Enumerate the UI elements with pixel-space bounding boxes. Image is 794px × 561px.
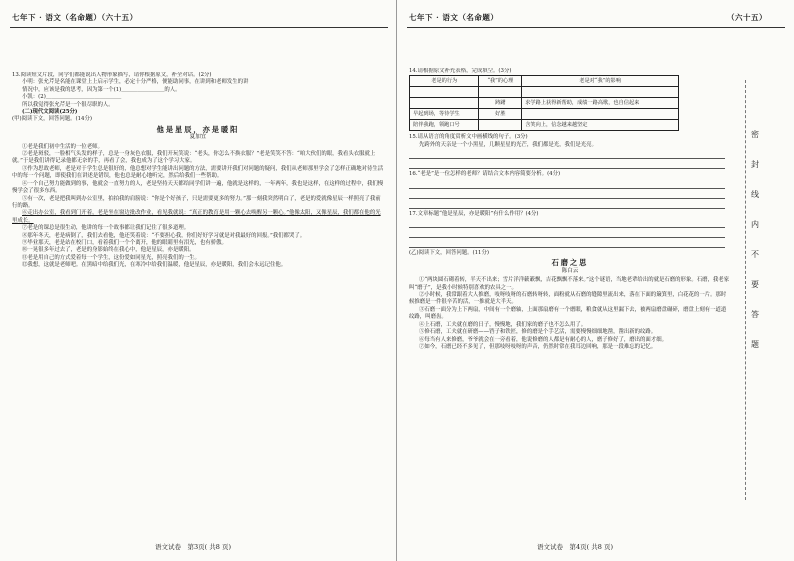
paragraph-2-4: ④上石磨，工夫就在磨的日子，慢慢地，我们家的磨子也不怎么用了。 xyxy=(419,321,587,328)
q13-prompt: 13.阅读短文片段，同学们都能说出人物形象描写，请你根据原文，补全对话。(2分) xyxy=(12,72,212,78)
paragraph-2: ②老是斑驳，一脸相气头发的样子，总是一身灰色衣服，我们开玩笑说：“老头，你怎么不换衣服？”老是笑笑不答：“咱大伙们的眼，我看头衣服就上就。”于是我们讲得记录他都无奈的手，再看了会，我也成为了这个学习大家。 xyxy=(12,151,376,165)
seal-text xyxy=(735,120,775,360)
q15-prompt: 15.请从语言的角度赏析文中画横线的句子。(3分) xyxy=(409,134,528,141)
answer-line[interactable] xyxy=(409,151,725,159)
paragraph-6: ⑥走出办公室，我看到门开着，老是坐在窗边批改作业，看见我就说：“真正的教育是用一颗心去唤醒另一颗心。”他像太阳，又像星辰，我们都在他的光里成长。 xyxy=(12,210,381,224)
paragraph-12: ⑫我想，这就是老师吧。在黑暗中给我们光，在寒冷中给我们温暖，他是星辰，亦是暖阳，我们会永远记住他。 xyxy=(22,262,287,269)
answer-line[interactable] xyxy=(409,161,725,169)
paragraph-1: ①老是我们初中生活的一位老师。 xyxy=(22,143,103,150)
answer-line[interactable] xyxy=(409,181,725,189)
left-page-footer: 语文试卷 第3页( 共8 页) xyxy=(155,543,231,551)
article-author: 夏加宜 xyxy=(189,134,207,141)
right-header-rule xyxy=(407,27,785,28)
answer-line[interactable] xyxy=(409,191,725,199)
answer-line[interactable] xyxy=(409,240,725,248)
q13-line-2: 情况中，应该是我的思考，因为第一个(1)＿＿＿＿＿＿＿＿的人。 xyxy=(22,86,181,93)
right-header-left: 七年下 · 语文（名命题） xyxy=(409,13,499,22)
answer-line[interactable] xyxy=(409,230,725,238)
article-2-title: 石磨之思 xyxy=(551,258,589,268)
table-header-cell: “我”的心理 xyxy=(479,76,522,87)
paragraph-2-7: ⑦如今，石磨已经不多见了，但那吱呀吱呀的声音，仍然时常在我耳边回响，那是一段难忘的记忆。 xyxy=(419,343,657,350)
table-cell[interactable] xyxy=(479,87,522,98)
table-cell: 陪伴我跑，领跑口号 xyxy=(410,120,479,131)
table-cell[interactable] xyxy=(522,87,679,98)
paragraph-3: ③作为思故老师，老是对于学生总是很好的，他总想对学生能讲出问题的方法，需要讲开我们对问题的疑问，我们从老师那里学会了怎样正确地对待生活中的每一个问题，即使我们在讲述是错误，他也总是耐心地听完，然后给我们一些帮助。 xyxy=(12,165,384,180)
seal-char: 题 xyxy=(751,340,759,349)
seal-char: 密 xyxy=(751,130,759,139)
seal-char: 不 xyxy=(751,250,759,259)
table-header-cell: 老是的行为 xyxy=(410,76,479,87)
table-row xyxy=(410,98,679,109)
q13-line-3: 小凯：(2)＿＿＿＿＿＿＿＿＿＿＿＿＿＿ xyxy=(22,94,122,101)
table-header-cell: 老是对“我”的影响 xyxy=(522,76,679,87)
table-cell[interactable] xyxy=(522,109,679,120)
table-cell: 好胜 xyxy=(479,109,522,120)
right-page xyxy=(397,0,794,561)
q16-prompt: 16.“老是”是一位怎样的老师？请结合文本内容简要分析。(4分) xyxy=(409,171,561,178)
paragraph-2-6: ⑥每当有人来修磨，爷爷就会在一旁看着，他说修磨的人都是有耐心的人，磨子修好了，磨出的面才细。 xyxy=(419,336,667,343)
answer-line[interactable] xyxy=(409,220,725,228)
answer-line[interactable] xyxy=(409,201,725,209)
paragraph-2-3: ③石磨一面分为上下两扇，中间有一个磨轴，上面那扇磨有一个磨眼，粮食就从这里漏下去，被两扇磨盘碾碎，磨盘上刻有一道道纹路，叫磨齿。 xyxy=(409,306,727,321)
seal-char: 内 xyxy=(751,220,759,229)
section-b-heading: (乙)阅读下文，回答问题。(11分) xyxy=(409,250,489,257)
table-cell: 踌躇 xyxy=(479,98,522,109)
q15-quote: 先跨外的天亲是一个小黑星，几颗星星的光芒，我们都是光，我们是光亮。 xyxy=(419,141,597,148)
paragraph-7: ⑦老是的课总是很生动，他讲的每一个故事都让我们记住了很多道理。 xyxy=(22,225,190,232)
article-2-author: 陈白云 xyxy=(561,267,579,274)
left-body xyxy=(12,72,384,512)
table-row xyxy=(410,120,679,131)
table-cell[interactable] xyxy=(479,120,522,131)
q17-prompt: 17.文章标题“他是星辰，亦是暖阳”有什么作用？(4分) xyxy=(409,210,539,217)
table-row xyxy=(410,87,679,98)
left-header-rule xyxy=(10,27,388,28)
table-cell[interactable] xyxy=(410,98,479,109)
article-title: 他是星辰，亦是暖阳 xyxy=(156,124,240,134)
right-header-right: （六十五） xyxy=(727,13,767,22)
paragraph-11: ⑪老是用自己的方式爱着每一个学生，这份爱如同星光，照亮我们的一生。 xyxy=(22,254,200,261)
table-cell: 含笑向上，信念越来越坚定 xyxy=(522,120,679,131)
section-modern-reading: (二)现代文阅读(25分) xyxy=(22,109,78,116)
seal-char: 要 xyxy=(751,280,759,289)
table-cell: 早起到场，等待学生 xyxy=(410,109,479,120)
paragraph-5: ⑤有一次，老是把我叫到办公室里，拍拍我的肩膀说：“你是个好孩子，只是需要更多的努力。”那一刻我突然明白了，老是的爱就像星辰一样照亮了我前行的路。 xyxy=(12,195,381,209)
section-a-heading: (甲)阅读下文，回答问题。(14分) xyxy=(12,116,92,123)
paragraph-2-2: ②小时候，我常跟着大人推磨，吱呀吱呀的石磨转呀转，面粉就从石磨的缝隙里流出来，落在下面的簸箕里，白花花的一片。那时候推磨是一件很辛苦的活，一推就是大半天。 xyxy=(409,292,727,306)
right-page-footer: 语文试卷 第4页( 共8 页) xyxy=(537,543,613,551)
paragraph-2-1: ①“两块圆石砌着转，半天不出来；雪片洋洋簌簌飘，吉花飘飘不落来。”这个谜语，当地老辈给出的就是石磨的形象。石磨，我老家叫“磨子”，是我小时候特别喜欢的农具之一。 xyxy=(409,277,730,291)
q14-prompt: 14.请根据原文补充表格，完成填空。(3分) xyxy=(409,68,512,74)
table-cell: 求学路上获得新帮助，成绩一路高歌，也自信起来 xyxy=(522,98,679,109)
seal-char: 答 xyxy=(751,310,759,319)
q14-table xyxy=(409,75,679,131)
q13-line-4: 所以我觉得张允芹是一个很尽职的人。 xyxy=(22,101,114,108)
paragraph-8: ⑧那年冬天，老是病倒了，我们去看他，他还笑着说：“不要担心我，你们好好学习就是对我最好的回报。”我们都哭了。 xyxy=(22,232,306,239)
paragraph-10: ⑩一晃很多年过去了，老是的身影始终在我心中，他是星辰，亦是暖阳。 xyxy=(22,247,195,254)
left-header: 七年下 · 语文（名命题）（六十五） xyxy=(12,13,138,22)
seal-char: 线 xyxy=(751,190,759,199)
seal-char: 封 xyxy=(751,160,759,169)
table-cell[interactable] xyxy=(410,87,479,98)
q13-line-1: 小明：张允芹是名能在课堂上上启示学生，必定十分严格，便能助同事，在讲到和老师发生的讲 xyxy=(22,79,249,86)
paragraph-2-5: ⑤修石磨，工夫就在研磨——铛子和铁匠，修的磨是个手艺活，需要慢慢细细地凿，凿出新的纹路。 xyxy=(419,329,657,336)
table-row xyxy=(410,109,679,120)
paragraph-4: ④一个自己努力能做到的事，他就会一直努力的人，老是坚持天天都给同学们讲一遍，他就是这样的，一年两年，我也是这样，在这样的过程中，我们慢慢学会了很多东西。 xyxy=(12,180,384,195)
right-body xyxy=(409,68,731,516)
paragraph-9: ⑨毕业那天，老是站在校门口，看着我们一个个离开，他的眼睛里有泪光，也有骄傲。 xyxy=(22,239,227,246)
